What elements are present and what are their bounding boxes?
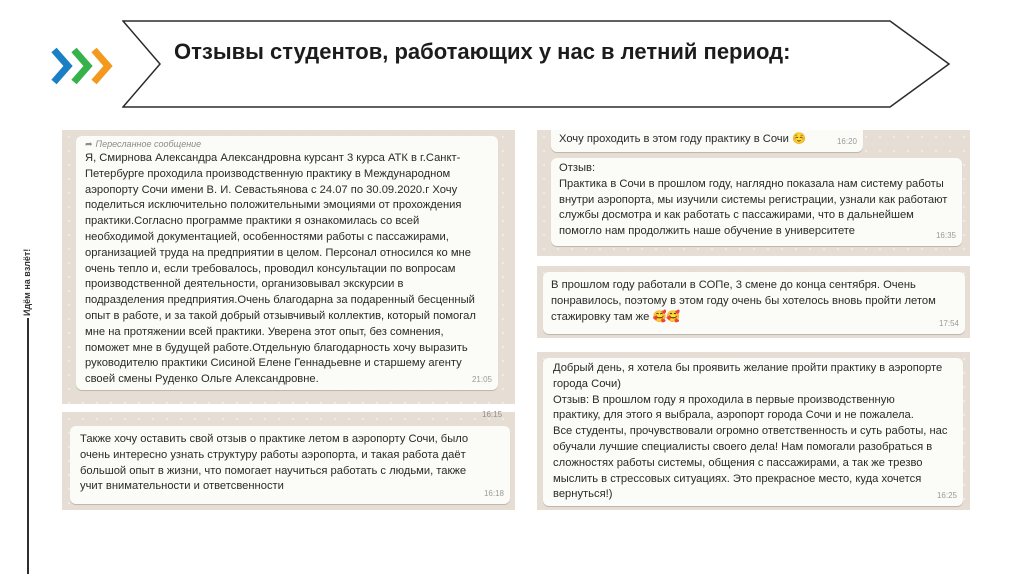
logo-chevrons-icon bbox=[50, 44, 128, 88]
message-bubble bbox=[543, 272, 965, 334]
message-text: Также хочу оставить свой отзыв о практике летом в аэропорту Сочи, было очень интересно узнать структуру работы аэропорта, и такая работа даёт большой опыт в жизни, что помогает научиться работать с людьми, также учит внимательности и ответсвенности bbox=[80, 433, 469, 493]
message-bubble bbox=[543, 358, 963, 506]
message-text: Добрый день, я хотела бы проявить желание пройти практику в аэропорте города Сочи) Отзыв: В прошлом году я проходила в первые производственную практику, для этого я выбрала, аэропорт города Сочи и не пожалела. Все студенты, прочувствовали огромно ответственность и суть работы, нас обучали лучшие специалисты своего дела! Нам помогали разобраться в сложностях работы системы, общения с пассажирами, а так же трезво мыслить в стрессовых ситуациях. Это прекрасное место, куда хочется вернуться!) bbox=[553, 362, 948, 501]
message-text: Хочу проходить в этом году практику в Сочи ☺️ bbox=[559, 133, 806, 145]
page-title: Отзывы студентов, работающих у нас в летний период: bbox=[174, 39, 791, 64]
forwarded-label-text: Пересланное сообщение bbox=[95, 139, 202, 149]
message-bubble bbox=[551, 130, 863, 152]
message-time: 21:05 bbox=[471, 375, 492, 385]
cut-off-time: 16:15 bbox=[482, 410, 503, 419]
message-bubble bbox=[76, 136, 498, 390]
message-text: Я, Смирнова Александра Александровна курсант 3 курса АТК в г.Санкт- Петербурге проходила производственную практику в Международном аэропорту Сочи имени В. И. Севастьянова с 24.07 по 30.09.2020.г Хочу поделиться исключительно положительными эмоциями от прохождения практики.Согласно программе практики я ознакомилась со всей необходимой документацией, особенностями работы с пассажирами, организацией труда на предприятии в целом. Персонал относился ко мне очень тепло и, если требовалось, проводил консультации по вопросам производственной деятельности, организовывал экскурсии в подразделения предприятия.Очень благодарна за подаренный бесценный опыт в работе, и за такой добрый отзывчивый коллектив, который помогал мне на протяжении всей практики. Уверена этот опыт, без сомнения, поможет мне в будущей работе.Отдельную благодарность хочу выразить руководителю практики Сисиной Елене Геннадьевне и старшему агенту своей смены Руденко Ольге Александровне. bbox=[85, 152, 476, 386]
title-banner bbox=[122, 20, 952, 108]
chat-screenshot-2 bbox=[62, 412, 515, 510]
message-time: 16:20 bbox=[836, 137, 857, 147]
message-time: 17:54 bbox=[938, 319, 959, 329]
message-bubble bbox=[70, 426, 510, 504]
message-text: Отзыв: Практика в Сочи в прошлом году, наглядно показала нам систему работы внутри аэропорта, мы изучили системы регистрации, узнали как работают службы досмотра и как работать с пассажирами, что в дальнейшем помогло нам продолжить наше обучение в университете bbox=[559, 162, 948, 238]
chat-screenshot-4 bbox=[537, 266, 970, 338]
side-divider bbox=[27, 318, 29, 574]
side-slogan: Идём на взлёт! bbox=[22, 248, 32, 316]
forward-arrow-icon: ➦ bbox=[85, 139, 93, 149]
chat-screenshot-5 bbox=[537, 352, 970, 510]
message-text: В прошлом году работали в СОПе, 3 смене до конца сентября. Очень понравилось, поэтому в этом году очень бы хотелось вновь пройти летом стажировку там же 🥰🥰 bbox=[551, 279, 936, 323]
message-time: 16:18 bbox=[483, 489, 504, 499]
chat-screenshot-1 bbox=[62, 130, 515, 404]
message-bubble bbox=[551, 158, 962, 246]
message-time: 16:25 bbox=[936, 491, 957, 501]
forwarded-label bbox=[85, 138, 490, 150]
chat-screenshot-3 bbox=[537, 130, 970, 256]
message-time: 16:35 bbox=[935, 231, 956, 241]
